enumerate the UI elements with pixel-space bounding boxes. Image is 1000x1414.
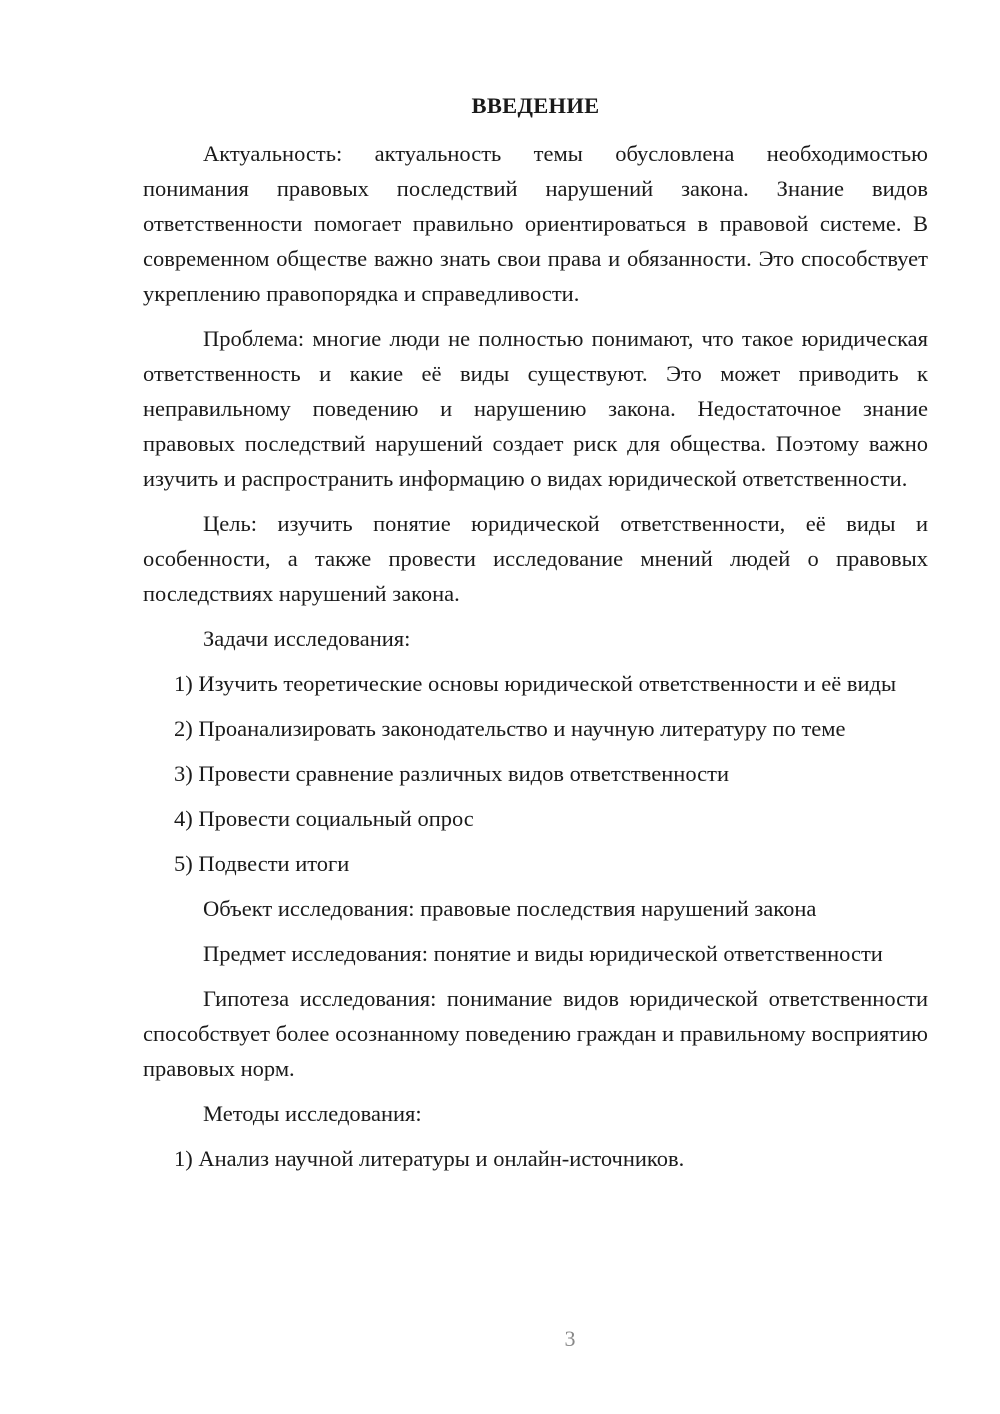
- method-item-1: 1) Анализ научной литературы и онлайн-источников.: [174, 1146, 685, 1171]
- goal-paragraph: Цель: изучить понятие юридической ответственности, её виды и особенности, а также провести исследование мнений людей о правовых последствиях нарушений закона.: [143, 511, 928, 606]
- task-item-4: 4) Провести социальный опрос: [174, 806, 474, 831]
- page-number: 3: [564, 1326, 576, 1351]
- problem-paragraph: Проблема: многие люди не полностью понимают, что такое юридическая ответственность и какие её виды существуют. Это может приводить к неправильному поведению и нарушению закона. Недостаточное знание правовых последствий нарушений создает риск для общества. Поэтому важно изучить и распространить информацию о видах юридической ответственности.: [143, 326, 928, 491]
- task-item-1: 1) Изучить теоретические основы юридической ответственности и её виды: [174, 671, 897, 696]
- hypothesis-paragraph: Гипотеза исследования: понимание видов юридической ответственности способствует более осознанному поведению граждан и правильному восприятию правовых норм.: [143, 986, 928, 1081]
- task-item-5: 5) Подвести итоги: [174, 851, 350, 876]
- task-item-2: 2) Проанализировать законодательство и научную литературу по теме: [174, 716, 846, 741]
- relevance-paragraph: Актуальность: актуальность темы обусловлена необходимостью понимания правовых последствий нарушений закона. Знание видов ответственности помогает правильно ориентироваться в правовой системе. В современном обществе важно знать свои права и обязанности. Это способствует укреплению правопорядка и справедливости.: [143, 141, 928, 306]
- object-paragraph: Объект исследования: правовые последствия нарушений закона: [203, 896, 817, 921]
- methods-heading: Методы исследования:: [203, 1101, 422, 1126]
- task-item-3: 3) Провести сравнение различных видов ответственности: [174, 761, 729, 786]
- tasks-heading: Задачи исследования:: [203, 626, 411, 651]
- page-content: [143, 88, 928, 1186]
- subject-paragraph: Предмет исследования: понятие и виды юридической ответственности: [203, 941, 883, 966]
- page-title: ВВЕДЕНИЕ: [471, 93, 600, 118]
